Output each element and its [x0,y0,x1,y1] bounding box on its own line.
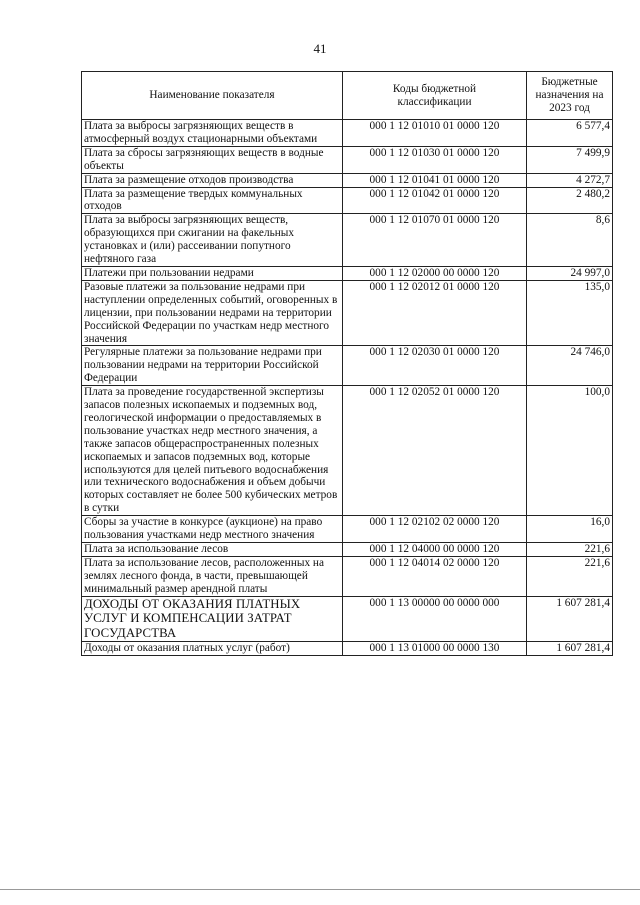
table-row [82,556,613,596]
row-code: 000 1 12 02012 01 0000 120 [343,280,527,346]
row-code: 000 1 12 04000 00 0000 120 [343,543,527,557]
row-value: 24 746,0 [527,346,613,386]
row-name: Плата за выбросы загрязняющих веществ в атмосферный воздух стационарными объектами [82,120,343,147]
row-name: Плата за использование лесов [82,543,343,557]
table-header-row [82,72,613,120]
row-code: 000 1 12 04014 02 0000 120 [343,556,527,596]
row-name: Сборы за участие в конкурсе (аукционе) на право пользования участками недр местного значения [82,516,343,543]
table-row [82,596,613,641]
table-row [82,543,613,557]
budget-table [81,71,613,656]
row-value: 2 480,2 [527,187,613,214]
row-name: Плата за размещение отходов производства [82,173,343,187]
row-value: 100,0 [527,386,613,516]
table-row [82,120,613,147]
row-value: 8,6 [527,214,613,267]
row-name: Плата за выбросы загрязняющих веществ, образующихся при сжигании на факельных установках и (или) рассеивании попутного нефтяного газа [82,214,343,267]
header-value: Бюджетные назначения на 2023 год [527,72,613,120]
row-name: Плата за проведение государственной экспертизы запасов полезных ископаемых и подземных вод, геологической информации о предоставляемых в пользование участках недр местного значения, а также запасов общераспространенных полезных ископаемых и запасов подземных вод, которые используются для целей питьевого водоснабжения или технического водоснабжения и объем добычи которых составляет не более 500 кубических метров в сутки [82,386,343,516]
table-row [82,266,613,280]
table-row [82,146,613,173]
table-row [82,173,613,187]
row-value: 1 607 281,4 [527,642,613,656]
table-row [82,642,613,656]
table-row [82,280,613,346]
row-code: 000 1 12 02102 02 0000 120 [343,516,527,543]
row-code: 000 1 13 00000 00 0000 000 [343,596,527,641]
row-code: 000 1 12 02052 01 0000 120 [343,386,527,516]
row-code: 000 1 12 01041 01 0000 120 [343,173,527,187]
row-name: Плата за размещение твердых коммунальных отходов [82,187,343,214]
page-number: 41 [313,41,327,56]
row-name: ДОХОДЫ ОТ ОКАЗАНИЯ ПЛАТНЫХ УСЛУГ И КОМПЕНСАЦИИ ЗАТРАТ ГОСУДАРСТВА [82,596,343,641]
row-value: 221,6 [527,543,613,557]
row-code: 000 1 12 02000 00 0000 120 [343,266,527,280]
row-name: Плата за сбросы загрязняющих веществ в водные объекты [82,146,343,173]
row-code: 000 1 12 02030 01 0000 120 [343,346,527,386]
row-code: 000 1 12 01042 01 0000 120 [343,187,527,214]
row-name: Доходы от оказания платных услуг (работ) [82,642,343,656]
row-name: Регулярные платежи за пользование недрами при пользовании недрами на территории Российской Федерации [82,346,343,386]
table-row [82,516,613,543]
row-value: 4 272,7 [527,173,613,187]
table-row [82,187,613,214]
row-code: 000 1 12 01030 01 0000 120 [343,146,527,173]
page-bottom-divider [0,889,640,890]
row-value: 16,0 [527,516,613,543]
table-row [82,214,613,267]
row-name: Разовые платежи за пользование недрами при наступлении определенных событий, оговоренных в лицензии, при пользовании недрами на территории Российской Федерации по участкам недр местного значения [82,280,343,346]
row-name: Платежи при пользовании недрами [82,266,343,280]
row-value: 135,0 [527,280,613,346]
row-value: 7 499,9 [527,146,613,173]
row-value: 6 577,4 [527,120,613,147]
row-value: 24 997,0 [527,266,613,280]
header-code: Коды бюджетной классификации [343,72,527,120]
row-code: 000 1 12 01070 01 0000 120 [343,214,527,267]
header-name: Наименование показателя [82,72,343,120]
table-row [82,386,613,516]
row-value: 1 607 281,4 [527,596,613,641]
row-code: 000 1 12 01010 01 0000 120 [343,120,527,147]
row-value: 221,6 [527,556,613,596]
row-code: 000 1 13 01000 00 0000 130 [343,642,527,656]
row-name: Плата за использование лесов, расположенных на землях лесного фонда, в части, превышающей минимальный размер арендной платы [82,556,343,596]
table-row [82,346,613,386]
